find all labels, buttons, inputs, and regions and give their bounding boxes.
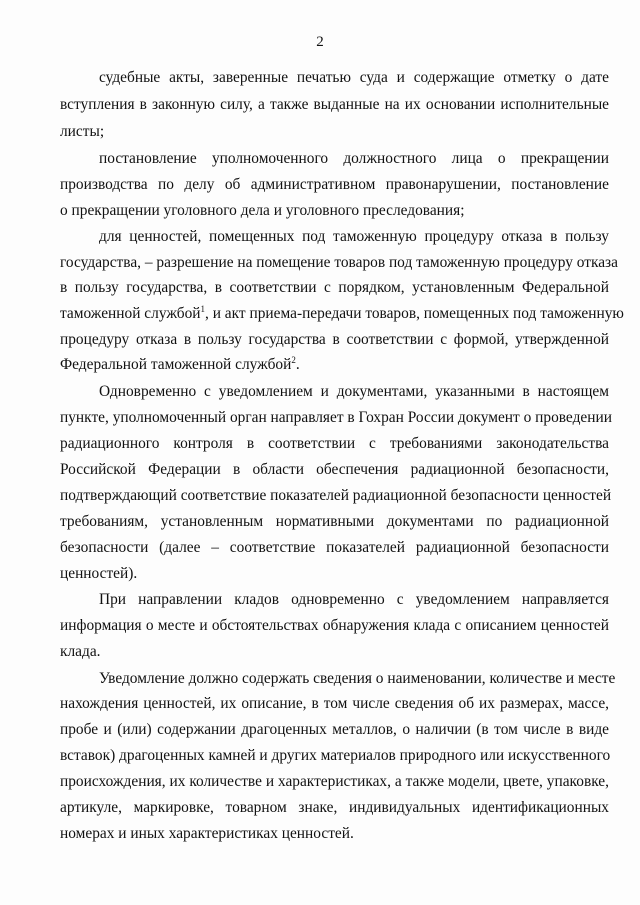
paragraph-2-line-3: о прекращении уголовного дела и уголовного преследования; [60, 202, 465, 219]
paragraph-6-line-7: номерах и иных характеристиках ценностей. [60, 825, 354, 842]
paragraph-4-line-2: пункте, уполномоченный орган направляет в Гохран России документ о проведении [60, 409, 612, 426]
paragraph-3-line-3: в пользу государства, в соответствии с порядком, установленным Федеральной [60, 279, 609, 296]
paragraph-5-line-1: При направлении кладов одновременно с уведомлением направляется [99, 591, 609, 608]
paragraph-4-line-5: подтверждающий соответствие показателей радиационной безопасности ценностей [60, 487, 612, 504]
paragraph-2-line-2: производства по делу об административном правонарушении, постановление [60, 176, 609, 193]
paragraph-4-line-1: Одновременно с уведомлением и документами, указанными в настоящем [99, 383, 609, 400]
paragraph-1-line-3: листы; [60, 123, 105, 140]
paragraph-5-line-3: клада. [60, 643, 101, 660]
period: . [295, 356, 300, 373]
paragraph-4-line-8: ценностей). [60, 565, 138, 582]
footnote-ref-2[interactable]: 2 [291, 354, 296, 365]
paragraph-2-line-1: постановление уполномоченного должностного лица о прекращении [99, 150, 609, 167]
footnote-ref-1[interactable]: 1 [200, 303, 206, 314]
paragraph-5-line-2: информация о месте и обстоятельствах обнаружения клада с описанием ценностей [60, 617, 609, 634]
paragraph-4-line-7: безопасности (далее – соответствие показателей радиационной безопасности [60, 539, 609, 556]
footnote-text-1: таможенной службой [60, 305, 201, 322]
paragraph-6-line-3: пробе и (или) содержании драгоценных металлов, о наличии (в том числе в виде [60, 721, 609, 738]
paragraph-3-line-5: процедуру отказа в пользу государства в соответствии с формой, утвержденной [60, 331, 609, 348]
paragraph-6-line-5: происхождения, их количестве и характеристиках, а также модели, цвете, упаковке, [60, 773, 609, 790]
paragraph-3-line-1: для ценностей, помещенных под таможенную процедуру отказа в пользу [99, 228, 609, 245]
paragraph-6-line-4: вставок) драгоценных камней и других материалов природного или искусственного [60, 747, 611, 764]
paragraph-1-line-2: вступления в законную силу, а также выданные на их основании исполнительные [60, 96, 609, 113]
paragraph-3-line-6 [60, 355, 609, 375]
paragraph-3-line-4-rest: , и акт приема-передачи товаров, помещенных под таможенную [205, 305, 624, 322]
paragraph-4-line-4: Российской Федерации в области обеспечения радиационной безопасности, [60, 461, 609, 478]
paragraph-4-line-3: радиационного контроля в соответствии с требованиями законодательства [60, 435, 609, 452]
paragraph-3-line-4 [60, 303, 624, 324]
footnote-text-2: Федеральной таможенной службой [60, 356, 292, 373]
paragraph-4-line-6: требованиям, установленным нормативными документами по радиационной [60, 513, 609, 530]
page-number: 2 [316, 34, 324, 50]
paragraph-3-line-2: государства, – разрешение на помещение товаров под таможенную процедуру отказа [60, 254, 618, 271]
paragraph-6-line-6: артикуле, маркировке, товарном знаке, индивидуальных идентификационных [60, 799, 609, 816]
paragraph-6-line-2: нахождения ценностей, их описание, в том числе сведения об их размерах, массе, [60, 695, 609, 712]
paragraph-1-line-1: судебные акты, заверенные печатью суда и содержащие отметку о дате [99, 69, 609, 86]
paragraph-6-line-1: Уведомление должно содержать сведения о наименовании, количестве и месте [99, 670, 616, 687]
